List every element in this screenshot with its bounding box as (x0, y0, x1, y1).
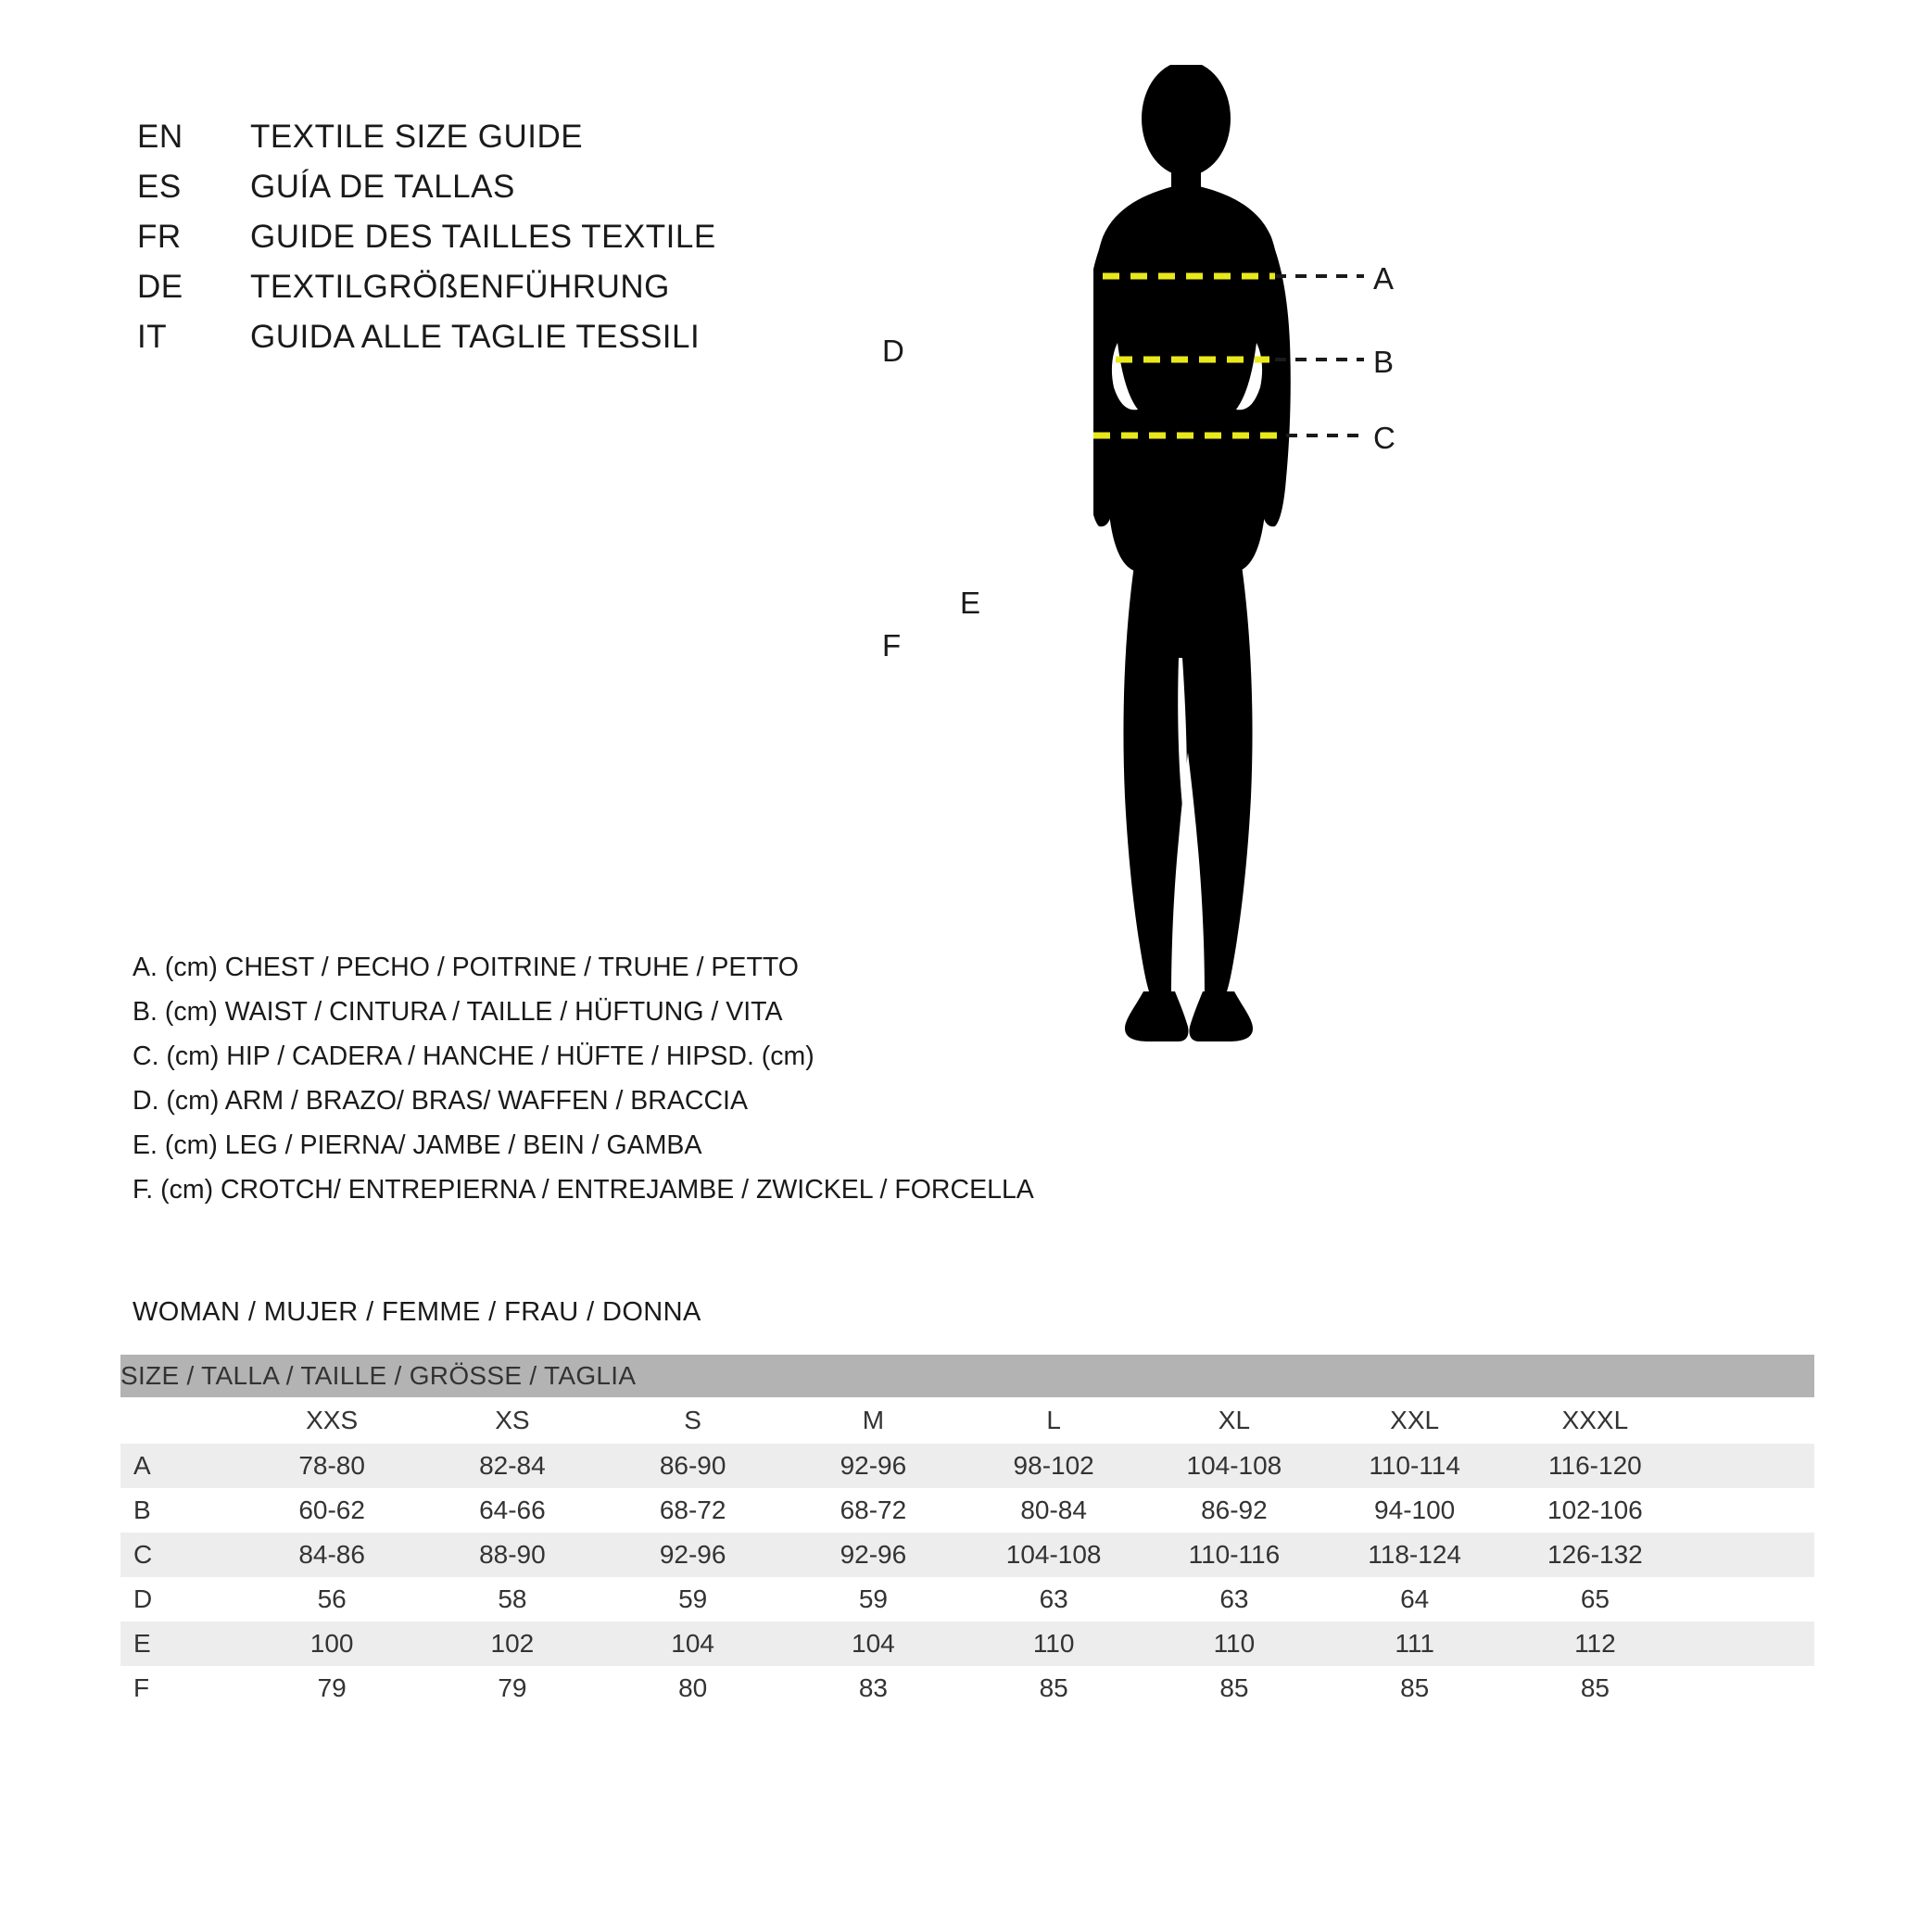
table-cell: 56 (317, 1584, 347, 1613)
title-text: GUÍA DE TALLAS (250, 169, 515, 205)
column-header-xs: XS (423, 1397, 603, 1444)
column-header-l: L (964, 1397, 1144, 1444)
language-code: ES (137, 169, 182, 205)
column-header-spacer (1686, 1397, 1814, 1444)
table-cell: 64 (1400, 1584, 1430, 1613)
table-cell: 82-84 (423, 1444, 603, 1488)
table-cell: 92-96 (602, 1533, 783, 1577)
table-cell: 85 (1039, 1673, 1068, 1702)
table-cell: 78-80 (242, 1444, 423, 1488)
table-cell: 118-124 (1324, 1533, 1505, 1577)
legend-item: D. (cm) ARM / BRAZO/ BRAS/ WAFFEN / BRACCIA (133, 1086, 748, 1116)
column-header-xxl: XXL (1324, 1397, 1505, 1444)
table-cell: 98-102 (964, 1444, 1144, 1488)
table-cell: 79 (498, 1673, 527, 1702)
legend-item: E. (cm) LEG / PIERNA/ JAMBE / BEIN / GAMBA (133, 1130, 702, 1160)
row-label: D (133, 1584, 153, 1613)
legend-item: F. (cm) CROTCH/ ENTREPIERNA / ENTREJAMBE / ZWICKEL / FORCELLA (133, 1175, 1034, 1205)
table-cell: 60-62 (298, 1496, 365, 1524)
table-cell: 83 (858, 1673, 888, 1702)
row-label: A (120, 1444, 242, 1488)
table-cell: 59 (678, 1584, 708, 1613)
table-cell: 80-84 (1020, 1496, 1087, 1524)
table-cell: 85 (1400, 1673, 1430, 1702)
table-row (120, 1444, 1814, 1488)
table-cell: 110-114 (1324, 1444, 1505, 1488)
table-caption: SIZE / TALLA / TAILLE / GRÖSSE / TAGLIA (120, 1355, 1814, 1397)
table-cell: 104-108 (964, 1533, 1144, 1577)
language-code: FR (137, 219, 182, 255)
table-cell: 63 (1039, 1584, 1068, 1613)
table-cell: 88-90 (423, 1533, 603, 1577)
column-header-m: M (783, 1397, 964, 1444)
table-cell: 59 (858, 1584, 888, 1613)
table-cell: 112 (1505, 1622, 1686, 1666)
legend-item: B. (cm) WAIST / CINTURA / TAILLE / HÜFTUNG / VITA (133, 997, 783, 1027)
title-text: TEXTILE SIZE GUIDE (250, 119, 584, 155)
table-cell: 86-90 (602, 1444, 783, 1488)
title-text: GUIDA ALLE TAGLIE TESSILI (250, 319, 701, 355)
column-header-xxxl: XXXL (1505, 1397, 1686, 1444)
language-code: DE (137, 269, 183, 305)
legend-item: C. (cm) HIP / CADERA / HANCHE / HÜFTE / HIPSD. (cm) (133, 1041, 814, 1071)
row-label: B (133, 1496, 151, 1524)
table-cell: 92-96 (783, 1444, 964, 1488)
measurement-legend (133, 954, 1244, 1221)
table-cell: 116-120 (1505, 1444, 1686, 1488)
table-row (120, 1622, 1814, 1666)
table-cell: 68-72 (659, 1496, 726, 1524)
callout-label-c: C (1373, 421, 1395, 455)
table-cell-spacer (1686, 1577, 1814, 1622)
title-row (137, 269, 971, 319)
table-cell: 104-108 (1144, 1444, 1325, 1488)
table-cell: 94-100 (1374, 1496, 1456, 1524)
table-row (120, 1666, 1814, 1710)
language-code: EN (137, 119, 183, 155)
table-header-row (120, 1397, 1814, 1444)
table-cell: 92-96 (783, 1533, 964, 1577)
callout-label-b: B (1373, 345, 1395, 379)
table-cell: 64-66 (479, 1496, 546, 1524)
table-cell-spacer (1686, 1666, 1814, 1710)
table-cell: 102-106 (1547, 1496, 1643, 1524)
table-cell: 58 (498, 1584, 527, 1613)
table-cell: 110-116 (1144, 1533, 1325, 1577)
column-header-xxs: XXS (242, 1397, 423, 1444)
table-row (120, 1533, 1814, 1577)
table-cell-spacer (1686, 1622, 1814, 1666)
table-cell: 68-72 (840, 1496, 907, 1524)
row-label: E (120, 1622, 242, 1666)
table-cell: 102 (423, 1622, 603, 1666)
row-label: C (120, 1533, 242, 1577)
table-cell: 126-132 (1505, 1533, 1686, 1577)
table-cell: 63 (1219, 1584, 1249, 1613)
legend-item: A. (cm) CHEST / PECHO / POITRINE / TRUHE / PETTO (133, 953, 799, 982)
table-cell: 111 (1324, 1622, 1505, 1666)
title-row (137, 119, 971, 169)
bracket-label-f: F (882, 628, 902, 663)
table-row (120, 1577, 1814, 1622)
title-text: GUIDE DES TAILLES TEXTILE (250, 219, 716, 255)
bracket-label-d: D (882, 334, 904, 368)
size-chart-table (120, 1355, 1814, 1710)
table-cell: 104 (602, 1622, 783, 1666)
table-cell: 100 (242, 1622, 423, 1666)
group-label: WOMAN / MUJER / FEMME / FRAU / DONNA (133, 1297, 701, 1327)
table-cell-spacer (1686, 1488, 1814, 1533)
table-cell: 79 (317, 1673, 347, 1702)
table-cell-spacer (1686, 1444, 1814, 1488)
table-cell: 84-86 (242, 1533, 423, 1577)
table-cell: 110 (964, 1622, 1144, 1666)
column-header-s: S (602, 1397, 783, 1444)
table-cell: 86-92 (1201, 1496, 1268, 1524)
table-cell: 65 (1580, 1584, 1610, 1613)
row-label: F (133, 1673, 150, 1702)
title-row (137, 169, 971, 219)
title-row (137, 319, 971, 369)
title-text: TEXTILGRÖßENFÜHRUNG (250, 269, 670, 305)
language-code: IT (137, 319, 168, 355)
table-cell: 110 (1144, 1622, 1325, 1666)
language-title-block (137, 119, 971, 369)
table-row (120, 1488, 1814, 1533)
table-cell: 80 (678, 1673, 708, 1702)
title-row (137, 219, 971, 269)
table-caption-row (120, 1355, 1814, 1397)
table-cell: 85 (1219, 1673, 1249, 1702)
table-cell: 85 (1580, 1673, 1610, 1702)
callout-label-a: A (1373, 261, 1395, 296)
female-silhouette-icon (1093, 65, 1291, 1041)
bracket-label-e: E (960, 586, 981, 620)
table-cell: 104 (783, 1622, 964, 1666)
column-header (120, 1397, 242, 1444)
column-header-xl: XL (1144, 1397, 1325, 1444)
table-cell-spacer (1686, 1533, 1814, 1577)
